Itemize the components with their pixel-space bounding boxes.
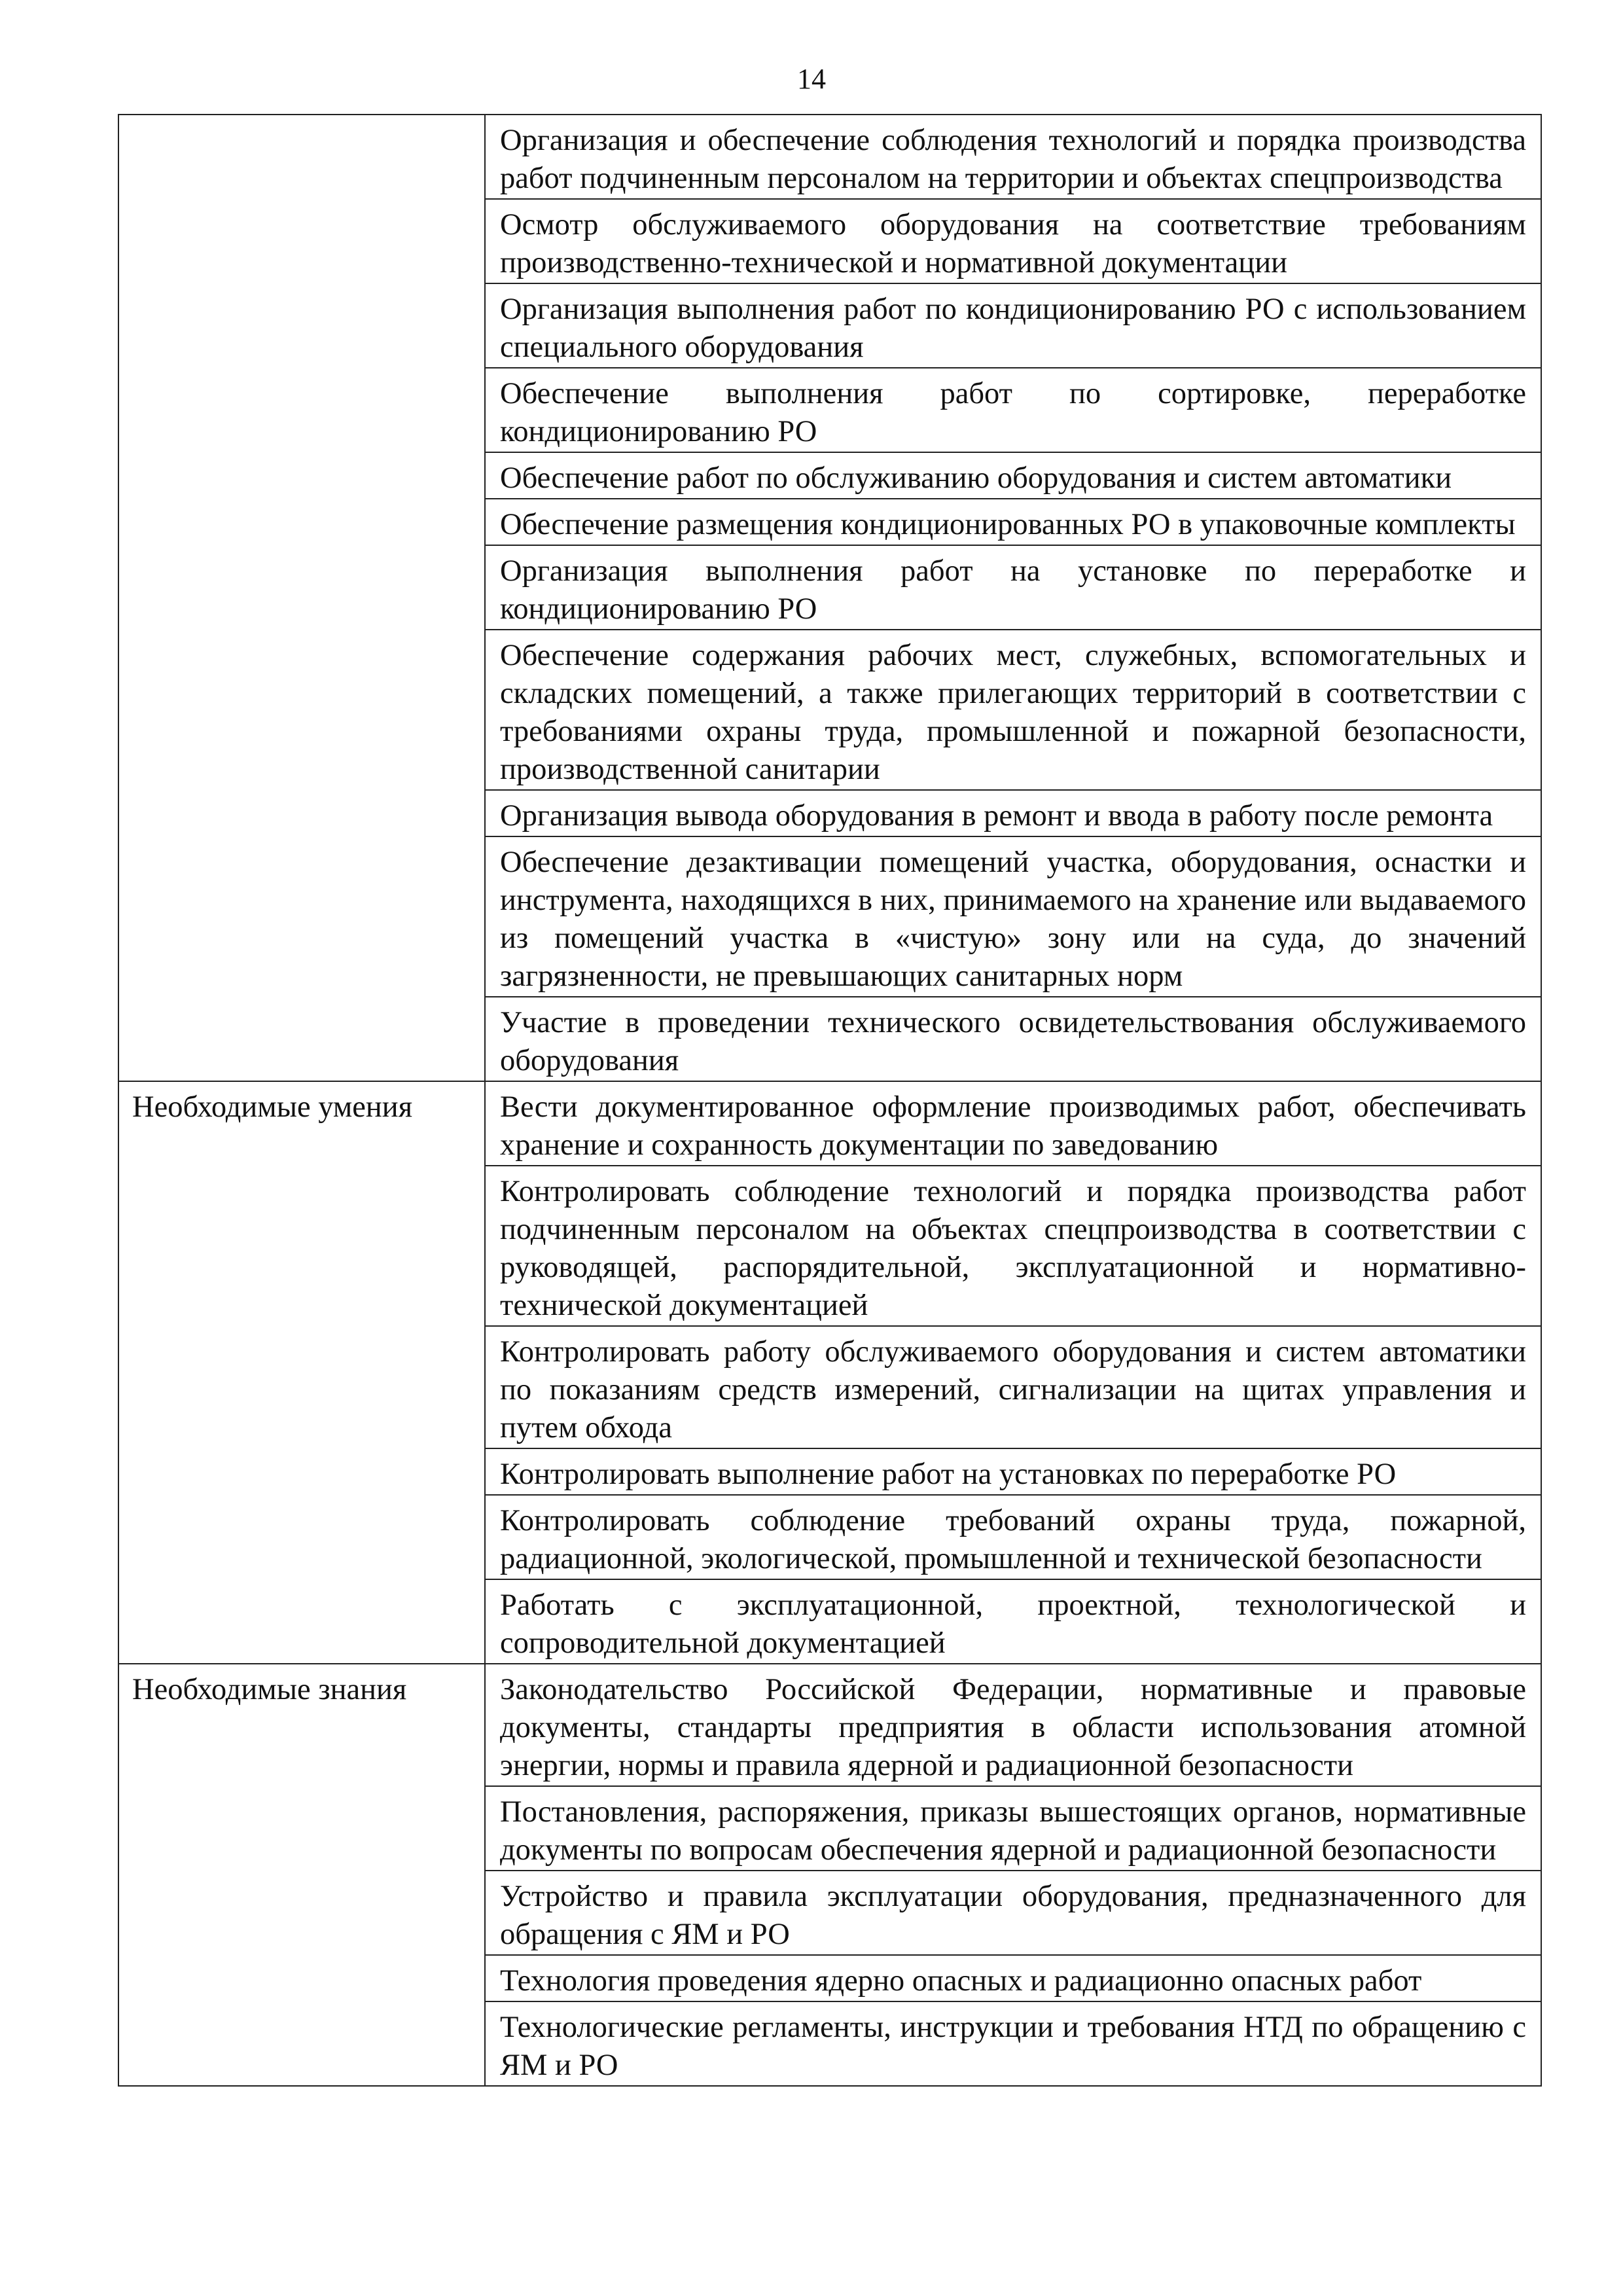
table-cell-item: Обеспечение работ по обслуживанию оборудования и систем автоматики: [485, 452, 1541, 499]
table-row: [118, 115, 1541, 199]
section-label: Необходимые умения: [118, 1081, 485, 1664]
table-cell-item: Организация выполнения работ на установке по переработке и кондиционированию РО: [485, 545, 1541, 630]
table-cell-item: Контролировать соблюдение требований охраны труда, пожарной, радиационной, экологической, промышленной и технической безопасности: [485, 1495, 1541, 1579]
table-cell-item: Контролировать работу обслуживаемого оборудования и систем автоматики по показаниям средств измерений, сигнализации на щитах управления и путем обхода: [485, 1326, 1541, 1448]
table-cell-item: Контролировать соблюдение технологий и порядка производства работ подчиненным персоналом на объектах спецпроизводства в соответствии с руководящей, распорядительной, эксплуатационной и нормативно-технической документацией: [485, 1166, 1541, 1326]
table-cell-item: Законодательство Российской Федерации, нормативные и правовые документы, стандарты предприятия в области использования атомной энергии, нормы и правила ядерной и радиационной безопасности: [485, 1664, 1541, 1786]
table-cell-item: Обеспечение размещения кондиционированных РО в упаковочные комплекты: [485, 499, 1541, 545]
requirements-table: [118, 114, 1542, 2087]
table-cell-item: Работать с эксплуатационной, проектной, технологической и сопроводительной документацией: [485, 1579, 1541, 1664]
table-cell-item: Вести документированное оформление производимых работ, обеспечивать хранение и сохранность документации по заведованию: [485, 1081, 1541, 1166]
table-row: [118, 1664, 1541, 1786]
table-cell-item: Технологические регламенты, инструкции и требования НТД по обращению с ЯМ и РО: [485, 2001, 1541, 2086]
table-cell-item: Обеспечение дезактивации помещений участка, оборудования, оснастки и инструмента, находящихся в них, принимаемого на хранение или выдаваемого из помещений участка в «чистую» зону или на суда, до значений загрязненности, не превышающих санитарных норм: [485, 836, 1541, 997]
table-row: [118, 1081, 1541, 1166]
table-cell-item: Устройство и правила эксплуатации оборудования, предназначенного для обращения с ЯМ и РО: [485, 1871, 1541, 1955]
table-cell-item: Обеспечение содержания рабочих мест, служебных, вспомогательных и складских помещений, а также прилегающих территорий в соответствии с требованиями охраны труда, промышленной и пожарной безопасности, производственной санитарии: [485, 630, 1541, 790]
table-body: [118, 115, 1541, 2086]
table-cell-item: Организация вывода оборудования в ремонт и ввода в работу после ремонта: [485, 790, 1541, 836]
section-label: Необходимые знания: [118, 1664, 485, 2086]
table-cell-item: Контролировать выполнение работ на установках по переработке РО: [485, 1448, 1541, 1495]
table-cell-item: Обеспечение выполнения работ по сортировке, переработке кондиционированию РО: [485, 368, 1541, 452]
table-cell-item: Организация выполнения работ по кондиционированию РО с использованием специального оборудования: [485, 283, 1541, 368]
section-label-empty: [118, 115, 485, 1081]
table-cell-item: Организация и обеспечение соблюдения технологий и порядка производства работ подчиненным персоналом на территории и объектах спецпроизводства: [485, 115, 1541, 199]
table-cell-item: Постановления, распоряжения, приказы вышестоящих органов, нормативные документы по вопросам обеспечения ядерной и радиационной безопасности: [485, 1786, 1541, 1871]
table-cell-item: Участие в проведении технического освидетельствования обслуживаемого оборудования: [485, 997, 1541, 1081]
page-number: 14: [797, 63, 826, 95]
table-cell-item: Осмотр обслуживаемого оборудования на соответствие требованиям производственно-технической и нормативной документации: [485, 199, 1541, 283]
table-cell-item: Технология проведения ядерно опасных и радиационно опасных работ: [485, 1955, 1541, 2001]
